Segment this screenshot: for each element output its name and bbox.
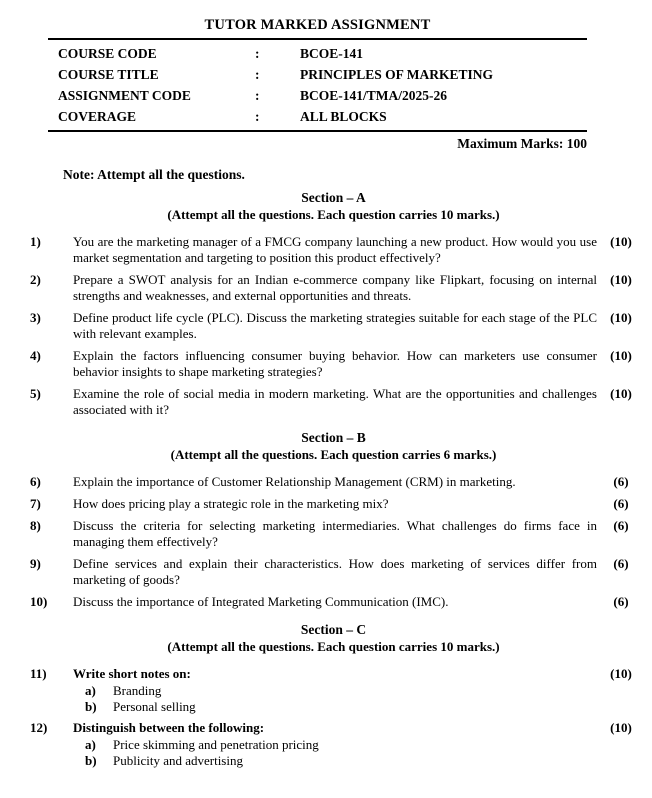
question-number: 8) <box>30 518 41 533</box>
question-row-6 <box>30 474 637 490</box>
sub-item-text: Publicity and advertising <box>113 752 243 768</box>
question-number: 3) <box>30 310 41 325</box>
sub-item <box>73 753 597 769</box>
question-number: 9) <box>30 556 41 571</box>
course-label: COURSE CODE <box>58 46 157 61</box>
question-marks: (10) <box>610 310 632 325</box>
sub-item-text: Price skimming and penetration pricing <box>113 737 319 752</box>
question-text: Examine the role of social media in modern marketing. What are the opportunities and challenges associated with it? <box>73 386 597 417</box>
sub-item <box>73 737 597 753</box>
course-label: COURSE TITLE <box>58 67 159 82</box>
question-text: How does pricing play a strategic role in the marketing mix? <box>73 496 389 511</box>
question-number: 7) <box>30 496 41 511</box>
question-marks: (10) <box>610 348 632 363</box>
question-number: 2) <box>30 272 41 287</box>
sub-item <box>73 699 597 715</box>
question-text: Discuss the importance of Integrated Marketing Communication (IMC). <box>73 594 449 609</box>
colon-separator: : <box>255 88 260 103</box>
sub-item-text: Branding <box>113 683 162 698</box>
section-instruction: (Attempt all the questions. Each question carries 10 marks.) <box>167 207 500 222</box>
question-number: 1) <box>30 234 41 249</box>
sub-item-list <box>73 683 597 714</box>
question-text: Define product life cycle (PLC). Discuss the marketing strategies suitable for each stage of the PLC with relevant examples. <box>73 310 597 341</box>
course-value: PRINCIPLES OF MARKETING <box>300 67 494 82</box>
colon-separator: : <box>255 67 260 82</box>
question-text: Prepare a SWOT analysis for an Indian e-commerce company like Flipkart, focusing on internal strengths and weaknesses, and external opportunities and threats. <box>73 272 597 303</box>
question-row-8 <box>30 518 637 550</box>
question-number: 11) <box>30 666 47 681</box>
question-number: 6) <box>30 474 41 489</box>
course-value: BCOE-141 <box>300 46 364 61</box>
colon-separator: : <box>255 109 260 124</box>
section-instruction: (Attempt all the questions. Each question carries 10 marks.) <box>167 639 500 654</box>
question-row-1 <box>30 234 637 266</box>
question-text: Discuss the criteria for selecting marketing intermediaries. What challenges do firms face in managing them effectively? <box>73 518 597 549</box>
question-marks: (6) <box>613 496 629 511</box>
question-marks: (10) <box>610 720 632 735</box>
document-title: TUTOR MARKED ASSIGNMENT <box>204 17 431 33</box>
table-row-assignment-code <box>48 85 587 106</box>
question-row-5 <box>30 386 637 418</box>
question-marks: (6) <box>613 594 629 609</box>
sub-item <box>73 683 597 699</box>
course-label: ASSIGNMENT CODE <box>58 88 191 103</box>
sub-item-label: a) <box>85 737 96 752</box>
question-row-10 <box>30 594 637 610</box>
section-c <box>30 621 637 768</box>
question-number: 5) <box>30 386 41 401</box>
colon-separator: : <box>255 46 260 61</box>
section-a <box>30 189 637 418</box>
question-row-12 <box>30 720 637 768</box>
course-info-table <box>48 38 587 132</box>
course-value: ALL BLOCKS <box>300 109 387 124</box>
question-text: You are the marketing manager of a FMCG company launching a new product. How would you use market segmentation and targeting to position this product effectively? <box>73 234 597 265</box>
header-block <box>48 16 587 153</box>
question-number: 4) <box>30 348 41 363</box>
course-value: BCOE-141/TMA/2025-26 <box>300 88 447 103</box>
sub-item-label: b) <box>85 698 97 714</box>
table-row-course-code <box>48 43 587 64</box>
section-b <box>30 429 637 610</box>
question-row-4 <box>30 348 637 380</box>
section-instruction: (Attempt all the questions. Each question carries 6 marks.) <box>170 447 497 462</box>
question-number: 10) <box>30 594 48 609</box>
question-text: Define services and explain their characteristics. How does marketing of services differ from marketing of goods? <box>73 556 597 587</box>
section-title: Section – A <box>301 190 366 205</box>
question-number: 12) <box>30 720 48 735</box>
sub-item-list <box>73 737 597 768</box>
question-row-9 <box>30 556 637 588</box>
question-marks: (10) <box>610 272 632 287</box>
sub-item-text: Personal selling <box>113 698 196 714</box>
question-marks: (6) <box>613 518 629 533</box>
question-text: Distinguish between the following: <box>73 720 265 735</box>
question-marks: (6) <box>613 474 629 489</box>
question-marks: (6) <box>613 556 629 571</box>
table-row-course-title <box>48 64 587 85</box>
table-row-coverage <box>48 106 587 127</box>
question-marks: (10) <box>610 386 632 401</box>
question-row-3 <box>30 310 637 342</box>
course-label: COVERAGE <box>58 109 137 124</box>
note-text: Note: Attempt all the questions. <box>63 167 245 182</box>
question-text: Explain the factors influencing consumer buying behavior. How can marketers use consumer behavior insights to shape marketing strategies? <box>73 348 597 379</box>
sub-item-label: a) <box>85 683 96 698</box>
question-marks: (10) <box>610 666 632 681</box>
question-text: Write short notes on: <box>73 666 191 681</box>
question-row-7 <box>30 496 637 512</box>
question-text: Explain the importance of Customer Relationship Management (CRM) in marketing. <box>73 474 516 489</box>
question-row-11 <box>30 666 637 714</box>
section-title: Section – C <box>300 622 367 637</box>
sub-item-label: b) <box>85 752 97 768</box>
question-row-2 <box>30 272 637 304</box>
section-title: Section – B <box>301 430 366 445</box>
question-marks: (10) <box>610 234 632 249</box>
maximum-marks: Maximum Marks: 100 <box>457 136 587 151</box>
